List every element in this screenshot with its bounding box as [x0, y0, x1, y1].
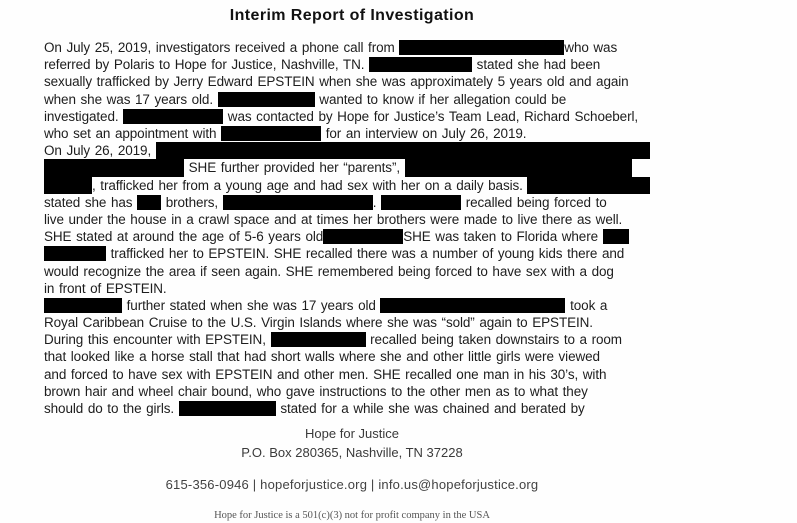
text-line	[44, 331, 650, 348]
redaction-bar	[156, 142, 650, 159]
line-text: in front of EPSTEIN.	[44, 280, 167, 296]
text-line	[44, 383, 650, 400]
line-text: brothers,	[161, 194, 223, 210]
redaction-bar	[381, 195, 461, 210]
footer-org-name: Hope for Justice	[305, 426, 399, 441]
text-line	[44, 142, 650, 159]
redaction-bar	[44, 246, 106, 261]
redaction-bar	[405, 159, 632, 176]
redaction-bar	[137, 195, 161, 210]
redaction-bar	[369, 57, 472, 72]
line-text: and forced to have sex with EPSTEIN and other men. SHE recalled one man in his 30’s, with	[44, 366, 607, 382]
line-text: stated she has	[44, 194, 138, 210]
line-text: that looked like a horse stall that had short walls where she and other little girls were viewed	[44, 349, 600, 365]
text-line	[44, 262, 650, 279]
redaction-bar	[179, 401, 276, 416]
redaction-bar	[218, 92, 315, 107]
line-text: SHE stated at around the age of 5-6 years old	[44, 229, 324, 245]
footer-disclaimer: Hope for Justice is a 501(c)(3) not for profit company in the USA	[214, 510, 490, 521]
line-text: would recognize the area if seen again. SHE remembered being forced to have sex with a dog	[44, 263, 614, 279]
redaction-bar	[123, 109, 223, 124]
line-text: wanted to know if her allegation could be	[314, 91, 567, 107]
redaction-bar	[223, 195, 373, 210]
line-text: brown hair and wheel chair bound, who gave instructions to the other men as to what they	[44, 383, 588, 399]
text-line	[44, 228, 650, 245]
redaction-bar	[527, 177, 650, 194]
redaction-bar	[380, 298, 565, 313]
redaction-bar	[323, 229, 403, 244]
line-text: live under the house in a crawl space and at times her brothers were made to live there as well.	[44, 211, 623, 227]
line-text: who was	[564, 40, 618, 56]
redaction-bar	[399, 40, 564, 55]
line-text: During this encounter with EPSTEIN,	[44, 332, 271, 348]
redaction-bar	[603, 229, 629, 244]
line-text: was contacted by Hope for Justice’s Team Lead, Richard Schoeberl,	[223, 108, 639, 124]
line-text: .	[372, 194, 382, 210]
text-line	[44, 125, 650, 142]
text-line	[44, 400, 650, 417]
line-text: , trafficked her from a young age and had sex with her on a daily basis.	[92, 177, 528, 193]
line-text: On July 25, 2019, investigators received a phone call from	[44, 40, 400, 56]
line-text: for an interview on July 26, 2019.	[321, 126, 527, 142]
line-text: when she was 17 years old.	[44, 91, 218, 107]
line-text: investigated.	[44, 108, 124, 124]
line-text: SHE further provided her “parents”,	[184, 160, 405, 176]
line-text: sexually trafficked by Jerry Edward EPSTEIN when she was approximately 5 years old and again	[44, 74, 629, 90]
line-text: should do to the girls.	[44, 401, 179, 417]
line-text: further stated when she was 17 years old	[122, 297, 381, 313]
text-line	[44, 297, 650, 314]
text-line	[44, 366, 650, 383]
text-line	[44, 245, 650, 262]
line-text: SHE was taken to Florida where	[403, 229, 603, 245]
line-text: On July 26, 2019,	[44, 143, 156, 159]
text-line	[44, 108, 650, 125]
redaction-bar	[44, 159, 184, 176]
text-line	[44, 194, 650, 211]
text-line	[44, 280, 650, 297]
line-text: stated for a while she was chained and berated by	[275, 401, 585, 417]
line-text: Royal Caribbean Cruise to the U.S. Virgin Islands where she was “sold” again to EPSTEIN.	[44, 315, 593, 331]
text-line	[44, 91, 650, 108]
redaction-bar	[44, 177, 92, 194]
line-text: trafficked her to EPSTEIN. SHE recalled there was a number of young kids there and	[106, 246, 625, 262]
line-text: recalled being taken downstairs to a room	[365, 332, 622, 348]
line-text: took a	[565, 297, 608, 313]
text-line	[44, 314, 650, 331]
line-text: recalled being forced to	[461, 194, 607, 210]
footer-address: P.O. Box 280365, Nashville, TN 37228	[241, 445, 463, 460]
redaction-bar	[44, 298, 122, 313]
line-text: referred by Polaris to Hope for Justice, Nashville, TN.	[44, 57, 370, 73]
line-text: stated she had been	[472, 57, 601, 73]
document-body	[44, 39, 650, 417]
text-line	[44, 56, 650, 73]
text-line	[44, 348, 650, 365]
text-line	[44, 177, 650, 194]
text-line	[44, 159, 650, 176]
text-line	[44, 211, 650, 228]
text-line	[44, 39, 650, 56]
text-line	[44, 73, 650, 90]
redaction-bar	[271, 332, 366, 347]
footer-contact: 615-356-0946 | hopeforjustice.org | info.us@hopeforjustice.org	[165, 477, 539, 492]
page-title: Interim Report of Investigation	[229, 7, 475, 24]
redaction-bar	[221, 126, 321, 141]
line-text: who set an appointment with	[44, 126, 222, 142]
